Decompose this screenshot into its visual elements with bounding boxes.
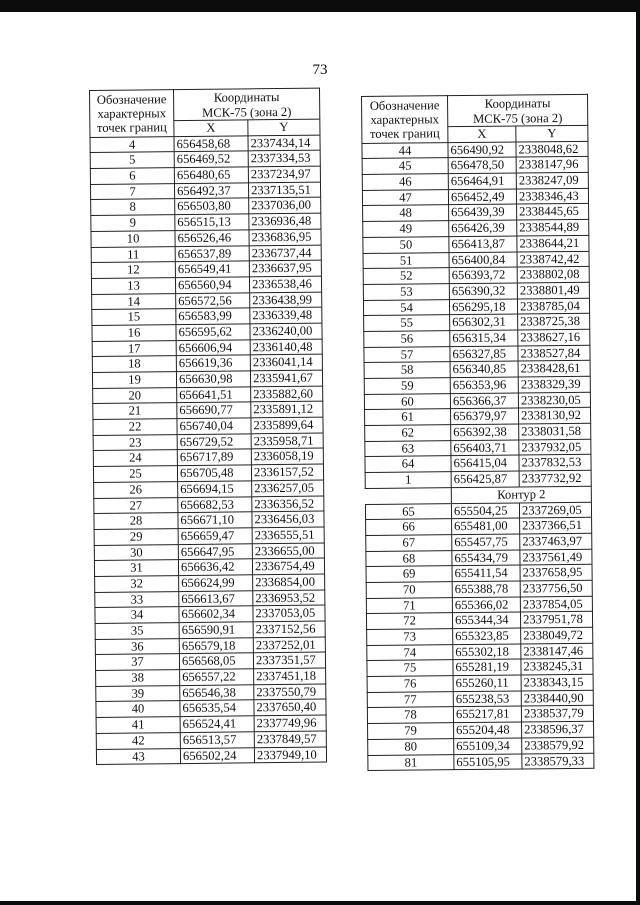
point-number: 29 [94,528,178,545]
y-coordinate: 2337658,95 [520,565,592,581]
x-coordinate: 656624,99 [179,575,253,591]
y-coordinate: 2338785,04 [517,298,589,314]
x-coordinate: 656659,47 [178,528,252,544]
point-number: 15 [92,309,176,326]
x-coordinate: 656490,92 [448,142,516,158]
x-coordinate: 656694,15 [178,481,252,497]
x-coordinate: 655434,79 [452,550,520,566]
point-number: 75 [367,660,453,677]
y-coordinate: 2337951,78 [520,612,592,628]
point-number: 37 [95,654,179,671]
y-coordinate: 2336754,49 [252,558,324,574]
point-number: 79 [368,723,454,740]
x-coordinate: 656366,37 [450,393,518,409]
y-coordinate: 2338440,90 [521,690,593,706]
y-coordinate: 2337832,53 [519,455,591,471]
point-number: 30 [94,544,178,561]
y-coordinate: 2335958,71 [251,433,323,449]
y-coordinate: 2336854,00 [253,574,325,590]
x-coordinate: 656583,99 [176,308,250,324]
x-coordinate: 656340,85 [450,361,518,377]
x-coordinate: 656595,62 [176,324,250,340]
x-coordinate: 656478,50 [448,157,516,173]
x-coordinate: 656535,54 [180,700,254,716]
y-coordinate: 2335899,64 [251,417,323,433]
y-coordinate: 2337269,05 [519,502,591,518]
point-number: 25 [93,466,177,483]
point-number: 77 [367,691,453,708]
x-coordinate: 656515,13 [175,214,249,230]
y-coordinate: 2336936,48 [249,213,321,229]
y-coordinate: 2338428,61 [518,361,590,377]
x-coordinate: 656392,38 [451,424,519,440]
y-coordinate: 2338031,58 [519,423,591,439]
point-number: 81 [368,754,454,771]
point-number: 20 [93,387,177,404]
y-coordinate: 2336041,14 [250,354,322,370]
y-coordinate: 2338230,05 [518,392,590,408]
point-number: 70 [366,582,452,599]
point-number: 42 [96,732,180,749]
coordinates-header-system: МСК-75 (зона 2) [174,104,320,121]
x-coordinate: 656606,94 [176,339,250,355]
y-coordinate: 2337749,96 [254,715,326,731]
point-number: 57 [364,346,450,363]
y-coordinate: 2338527,84 [518,345,590,361]
y-coordinate: 2337252,01 [253,637,325,653]
y-coordinate: 2338346,43 [516,188,588,204]
y-coordinate: 2337434,14 [248,135,320,151]
coordinates-header-system: МСК-75 (зона 2) [448,110,588,127]
x-coordinate: 656327,85 [450,346,518,362]
y-coordinate: 2336737,44 [249,245,321,261]
point-number: 6 [90,168,174,185]
point-number: 21 [93,403,177,420]
coordinates-table-left [89,88,327,766]
scan-bottom-border [0,901,640,905]
x-coordinate: 656613,67 [179,590,253,606]
y-coordinate: 2337650,40 [254,699,326,715]
point-number: 74 [367,644,453,661]
point-number: 40 [96,701,180,718]
point-number: 31 [94,560,178,577]
point-number: 63 [365,440,451,457]
points-header: Обозначение характерных точек границ [362,96,448,144]
x-coordinate: 656353,96 [450,377,518,393]
x-coordinate: 655260,11 [453,675,521,691]
point-number: 76 [367,676,453,693]
x-coordinate: 655457,75 [452,534,520,550]
point-number: 22 [93,419,177,436]
y-coordinate: 2338596,37 [522,721,594,737]
x-coordinate: 655217,81 [453,706,521,722]
x-coordinate: 656503,80 [175,198,249,214]
y-coordinate: 2338343,15 [521,674,593,690]
point-number: 14 [92,293,176,310]
x-coordinate: 656557,22 [180,669,254,685]
point-number: 47 [362,189,448,206]
x-coordinate: 655281,19 [453,659,521,675]
x-coordinate: 656619,36 [176,355,250,371]
point-number: 41 [96,717,180,734]
point-number: 58 [364,362,450,379]
point-number: 54 [363,299,449,316]
y-coordinate: 2337152,56 [253,621,325,637]
point-number: 23 [93,434,177,451]
coordinates-table-right-body [362,141,594,771]
point-number: 16 [92,325,176,342]
point-number: 46 [362,174,448,191]
point-number: 69 [366,566,452,583]
x-coordinate: 656464,91 [448,173,516,189]
y-coordinate: 2337451,18 [254,668,326,684]
x-coordinate: 656524,41 [180,716,254,732]
y-coordinate: 2338627,16 [518,329,590,345]
y-coordinate: 2336538,46 [249,276,321,292]
y-coordinate: 2336058,19 [251,449,323,465]
x-coordinate: 656458,68 [174,136,248,152]
point-number: 59 [364,378,450,395]
x-coordinate: 656426,39 [449,220,517,236]
contour-spacer [365,487,451,504]
x-coordinate: 655481,00 [452,518,520,534]
y-coordinate: 2338245,31 [521,659,593,675]
x-coordinate: 656379,97 [451,408,519,424]
x-coordinate: 655302,18 [453,644,521,660]
point-number: 45 [362,158,448,175]
y-coordinate: 2336637,95 [249,260,321,276]
point-number: 9 [91,215,175,232]
x-column-header: X [448,126,516,142]
table-row [368,753,594,771]
point-number: 60 [364,393,450,410]
coordinates-table-left-body [90,135,327,765]
point-number: 38 [96,670,180,687]
x-coordinate: 655504,25 [451,502,519,518]
point-number: 28 [94,513,178,530]
points-header: Обозначение характерных точек границ [90,90,174,138]
y-coordinate: 2338048,62 [516,141,588,157]
x-coordinate: 656636,42 [178,559,252,575]
x-coordinate: 656647,95 [178,543,252,559]
x-coordinate: 656513,57 [180,732,254,748]
y-coordinate: 2337849,57 [254,731,326,747]
x-coordinate: 656549,41 [175,261,249,277]
x-coordinate: 655344,34 [452,612,520,628]
point-number: 33 [95,591,179,608]
x-coordinate: 656682,53 [178,496,252,512]
x-coordinate: 656403,71 [451,440,519,456]
y-coordinate: 2338537,79 [521,706,593,722]
point-number: 53 [363,284,449,301]
y-coordinate: 2338130,92 [519,408,591,424]
x-coordinate: 656641,51 [177,387,251,403]
x-column-header: X [174,120,248,136]
y-coordinate: 2336257,05 [252,480,324,496]
point-number: 61 [365,409,451,426]
y-coordinate: 2338579,33 [522,753,594,769]
y-coordinate: 2337932,05 [519,439,591,455]
point-number: 71 [366,597,452,614]
point-number: 51 [363,252,449,269]
x-coordinate: 656452,49 [448,189,516,205]
point-number: 4 [90,136,174,153]
y-coordinate: 2336157,52 [251,464,323,480]
x-coordinate: 656690,77 [177,402,251,418]
y-coordinate: 2338579,92 [522,737,594,753]
x-coordinate: 656400,84 [449,252,517,268]
point-number: 18 [92,356,176,373]
point-number: 52 [363,268,449,285]
point-number: 32 [95,576,179,593]
point-number: 10 [91,230,175,247]
point-number: 80 [368,738,454,755]
point-number: 11 [91,246,175,263]
point-number: 50 [363,236,449,253]
x-coordinate: 656425,87 [451,471,519,487]
point-number: 64 [365,456,451,473]
y-coordinate: 2337550,79 [254,684,326,700]
x-coordinate: 656393,72 [449,267,517,283]
x-coordinate: 656469,52 [174,151,248,167]
y-coordinate: 2337366,51 [520,517,592,533]
y-coordinate: 2338147,46 [521,643,593,659]
y-coordinate: 2336836,95 [249,229,321,245]
point-number: 19 [92,372,176,389]
scan-right-border [636,0,640,905]
y-coordinate: 2337561,49 [520,549,592,565]
coordinates-header-title: Координаты [448,94,588,111]
y-coordinate: 2336555,51 [252,527,324,543]
x-coordinate: 655323,85 [453,628,521,644]
x-coordinate: 656740,04 [177,418,251,434]
point-number: 8 [91,199,175,216]
x-coordinate: 655238,53 [453,691,521,707]
point-number: 26 [94,481,178,498]
x-coordinate: 656315,34 [450,330,518,346]
point-number: 35 [95,623,179,640]
coordinates-header-title: Координаты [174,88,320,105]
point-number: 43 [96,748,180,765]
x-coordinate: 655411,54 [452,565,520,581]
point-number: 44 [362,142,448,159]
x-coordinate: 656439,39 [449,204,517,220]
y-coordinate: 2337756,50 [520,580,592,596]
y-coordinate: 2337351,57 [253,652,325,668]
y-coordinate: 2338049,72 [521,627,593,643]
y-coordinate: 2337334,53 [248,150,320,166]
y-coordinate: 2336240,00 [250,323,322,339]
point-number: 5 [90,152,174,169]
x-coordinate: 656602,34 [179,606,253,622]
y-column-header: Y [516,125,588,141]
point-number: 49 [363,221,449,238]
point-number: 55 [364,315,450,332]
x-coordinate: 656480,65 [174,167,248,183]
point-number: 34 [95,607,179,624]
y-coordinate: 2335882,60 [251,386,323,402]
point-number: 78 [367,707,453,724]
y-column-header: Y [248,119,320,135]
x-coordinate: 656546,38 [180,685,254,701]
y-coordinate: 2337234,97 [248,166,320,182]
point-number: 48 [363,205,449,222]
y-coordinate: 2335891,12 [251,401,323,417]
y-coordinate: 2338329,39 [518,376,590,392]
scan-top-border [0,0,640,12]
y-coordinate: 2336356,52 [252,496,324,512]
x-coordinate: 655109,34 [454,738,522,754]
y-coordinate: 2337053,05 [253,605,325,621]
y-coordinate: 2338742,42 [517,251,589,267]
point-number: 67 [366,535,452,552]
x-coordinate: 655105,95 [454,753,522,769]
y-coordinate: 2338247,09 [516,172,588,188]
point-number: 56 [364,331,450,348]
x-coordinate: 655366,02 [452,597,520,613]
point-number: 72 [366,613,452,630]
x-coordinate: 655388,78 [452,581,520,597]
point-number: 17 [92,340,176,357]
y-coordinate: 2338445,65 [517,204,589,220]
y-coordinate: 2338147,96 [516,157,588,173]
y-coordinate: 2338644,21 [517,235,589,251]
y-coordinate: 2338802,08 [517,267,589,283]
x-coordinate: 656295,18 [449,299,517,315]
x-coordinate: 656579,18 [179,637,253,653]
y-coordinate: 2335941,67 [250,370,322,386]
point-number: 68 [366,550,452,567]
y-coordinate: 2336655,00 [252,543,324,559]
y-coordinate: 2338544,89 [517,219,589,235]
x-coordinate: 656390,32 [449,283,517,299]
point-number: 36 [95,638,179,655]
y-coordinate: 2337854,05 [520,596,592,612]
x-coordinate: 656630,98 [176,371,250,387]
y-coordinate: 2337949,10 [254,747,326,763]
page-number: 73 [312,62,328,78]
table-row [96,747,326,765]
x-coordinate: 656705,48 [177,465,251,481]
point-number: 12 [91,262,175,279]
x-coordinate: 656413,87 [449,236,517,252]
y-coordinate: 2338725,38 [518,314,590,330]
point-number: 73 [367,629,453,646]
x-coordinate: 656537,89 [175,245,249,261]
x-coordinate: 656671,10 [178,512,252,528]
point-number: 13 [91,277,175,294]
y-coordinate: 2336339,48 [250,307,322,323]
point-number: 65 [365,503,451,520]
point-number: 7 [90,183,174,200]
point-number: 62 [365,425,451,442]
x-coordinate: 655204,48 [454,722,522,738]
contour-label: Контур 2 [451,486,591,503]
x-coordinate: 656729,52 [177,434,251,450]
x-coordinate: 656568,05 [179,653,253,669]
point-number: 66 [366,519,452,536]
point-number: 27 [94,497,178,514]
y-coordinate: 2338801,49 [517,282,589,298]
y-coordinate: 2336140,48 [250,339,322,355]
point-number: 24 [93,450,177,467]
point-number: 39 [96,685,180,702]
x-coordinate: 656502,24 [180,747,254,763]
y-coordinate: 2337135,51 [248,182,320,198]
y-coordinate: 2336456,03 [252,511,324,527]
y-coordinate: 2337036,00 [249,198,321,214]
point-number: 1 [365,472,451,489]
x-coordinate: 656560,94 [175,277,249,293]
x-coordinate: 656526,46 [175,230,249,246]
x-coordinate: 656492,37 [174,183,248,199]
y-coordinate: 2337463,97 [520,533,592,549]
y-coordinate: 2336953,52 [253,590,325,606]
coordinates-table-right [361,94,594,771]
x-coordinate: 656590,91 [179,622,253,638]
x-coordinate: 656302,31 [450,314,518,330]
x-coordinate: 656415,04 [451,455,519,471]
y-coordinate: 2336438,99 [250,292,322,308]
y-coordinate: 2337732,92 [519,470,591,486]
x-coordinate: 656572,56 [176,292,250,308]
x-coordinate: 656717,89 [177,449,251,465]
